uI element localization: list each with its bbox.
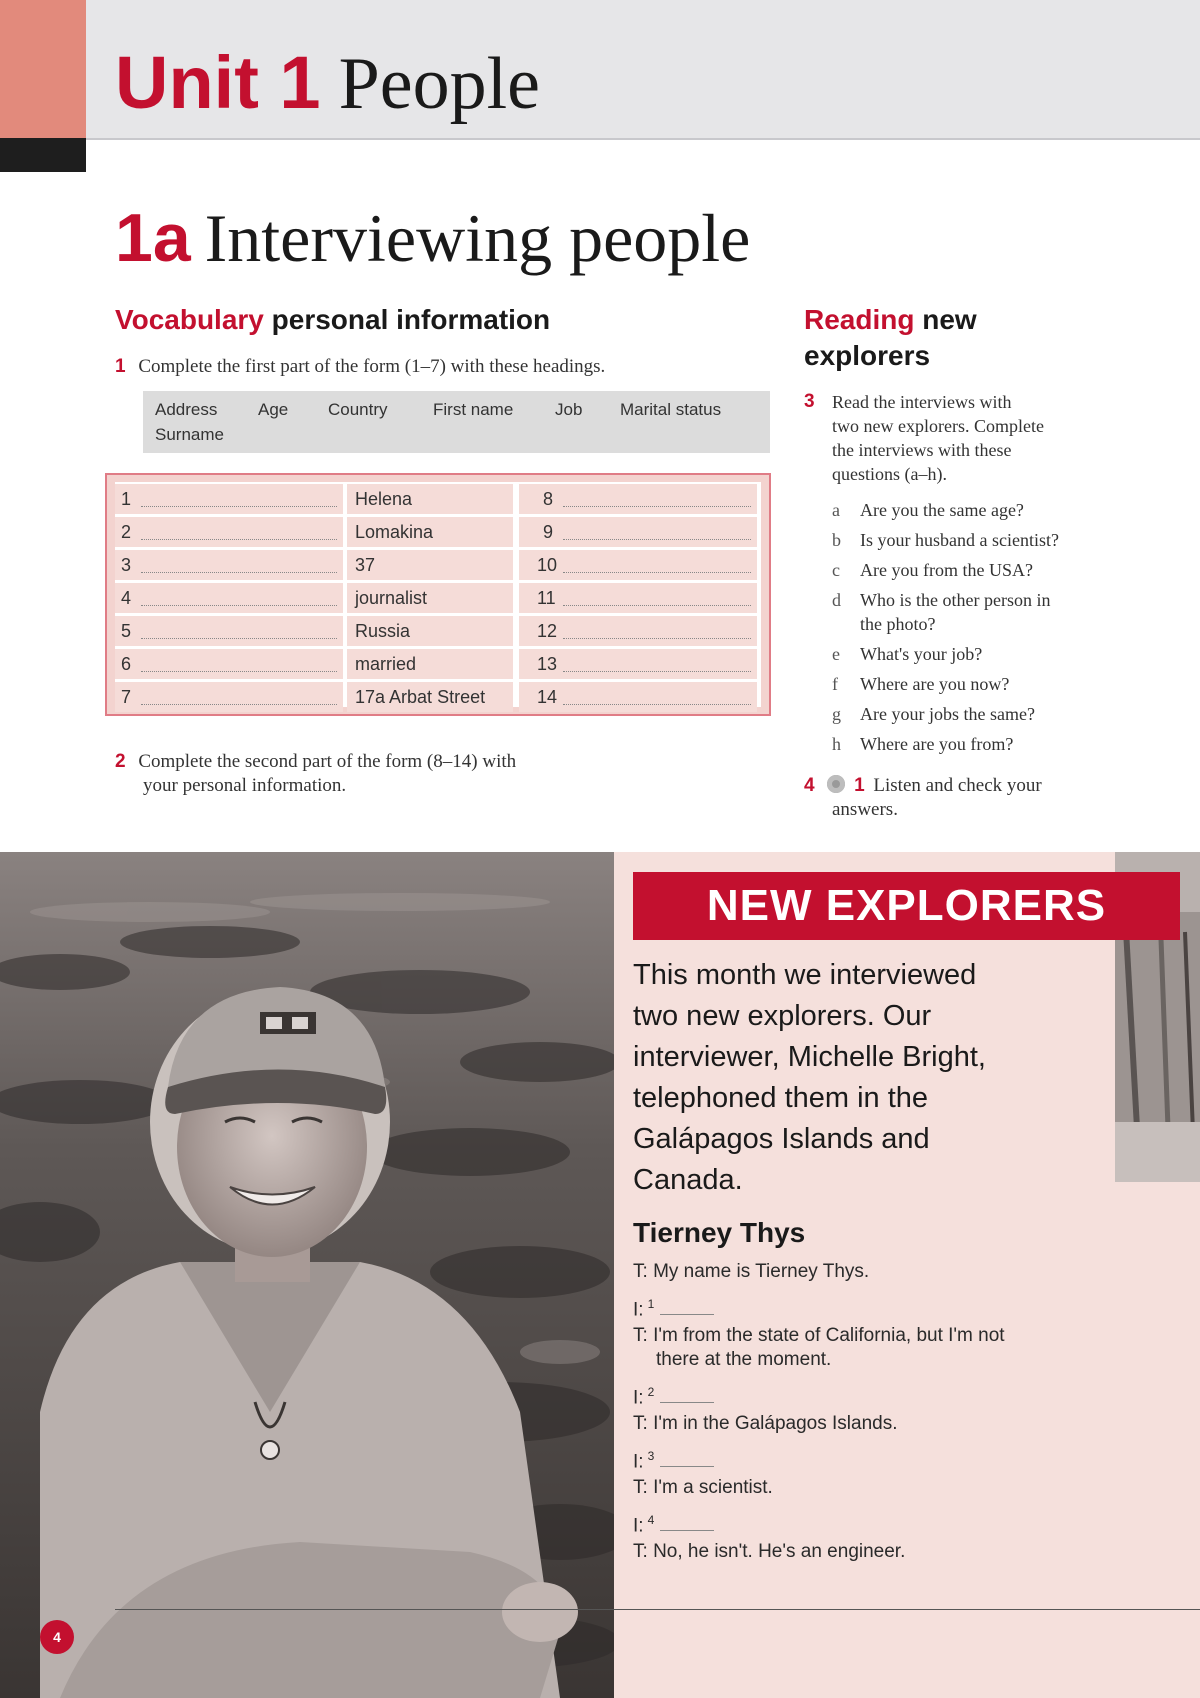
lesson-number: 1a (115, 200, 191, 276)
form-row-10-field[interactable]: 10 (519, 550, 757, 580)
word-age: Age (258, 400, 289, 419)
exercise-4-number: 4 (804, 775, 815, 796)
exercise-2-line-1: Complete the second part of the form (8–14) with (138, 751, 517, 772)
form-row-7-label: 7 (115, 682, 343, 712)
unit-label: Unit 1 (115, 41, 321, 124)
exercise-3-line-2: two new explorers. Complete (832, 416, 1044, 436)
form-row-6-value: married (347, 649, 513, 679)
word-box (143, 391, 770, 453)
form-row-7-value: 17a Arbat Street (347, 682, 513, 712)
dialogue-line-5: T: No, he isn't. He's an engineer. (633, 1541, 906, 1562)
answer-blank-3[interactable] (660, 1454, 714, 1467)
form-grid (115, 482, 761, 707)
audio-track-number: 1 (854, 775, 865, 796)
reading-heading (804, 302, 977, 374)
exercise-3-line-4: questions (a–h). (832, 464, 947, 484)
dialogue-gap-4: I: $^4$ (633, 1508, 714, 1538)
dialogue-line-2: T: I'm from the state of California, but I'm not there at the moment. (633, 1325, 1005, 1370)
interviewee-name: Tierney Thys (633, 1217, 806, 1248)
word-first-name: First name (433, 400, 514, 419)
form-row-5-value: Russia (347, 616, 513, 646)
unit-name: People (338, 43, 540, 125)
dialogue-line-3: T: I'm in the Galápagos Islands. (633, 1413, 898, 1434)
explorer-photo (0, 852, 614, 1698)
form-row-1-label: 1 (115, 484, 343, 514)
photo-illustration (0, 852, 614, 1698)
form-row-3-value: 37 (347, 550, 513, 580)
reading-heading-red: Reading (804, 304, 915, 335)
question-list: a Are you the same age? b Is your husband a scientist? c Are you from the USA? d Who is the other person in the photo? e What's your job? f Where are you now? g Are your jobs the same? h Where are you from? (832, 500, 1059, 754)
lesson-title (115, 198, 750, 278)
exercise-3 (804, 390, 1044, 486)
dialogue-line-4: T: I'm a scientist. (633, 1477, 773, 1498)
article-banner: NEW EXPLORERS (633, 872, 1180, 940)
answer-blank-1[interactable] (660, 1302, 714, 1315)
dialogue-line-1: T: My name is Tierney Thys. (633, 1261, 870, 1282)
exercise-3-line-1: Read the interviews with (832, 392, 1012, 412)
form-row-13-field[interactable]: 13 (519, 649, 757, 679)
exercise-3-number: 3 (804, 391, 815, 412)
exercise-2-number: 2 (115, 751, 126, 772)
form-row-4-label: 4 (115, 583, 343, 613)
vocabulary-heading (115, 302, 550, 338)
exercise-4-line-2: answers. (832, 799, 898, 820)
answer-blank-4[interactable] (660, 1518, 714, 1531)
form-row-14-field[interactable]: 14 (519, 682, 757, 712)
form-row-5-label: 5 (115, 616, 343, 646)
dialogue-gap-2: I: $^2$ (633, 1380, 714, 1410)
word-country: Country (328, 400, 388, 419)
word-job: Job (555, 400, 583, 419)
unit-color-block (0, 0, 86, 138)
unit-title (115, 38, 540, 129)
exercise-1-number: 1 (115, 356, 126, 377)
form-row-12-field[interactable]: 12 (519, 616, 757, 646)
personal-info-form (105, 473, 771, 716)
article-intro: This month we interviewed two new explorers. Our interviewer, Michelle Bright, telephoned them in the Galápagos Islands and Canada. (633, 959, 986, 1196)
lesson-name: Interviewing people (204, 200, 751, 276)
word-marital-status: Marital status (620, 400, 722, 419)
form-row-8-field[interactable]: 8 (519, 484, 757, 514)
form-row-3-label: 3 (115, 550, 343, 580)
word-surname: Surname (155, 425, 224, 444)
unit-dark-tab (0, 138, 86, 172)
form-row-4-value: journalist (347, 583, 513, 613)
page-number: 4 (40, 1620, 74, 1654)
exercise-2 (115, 750, 516, 798)
form-row-1-value: Helena (347, 484, 513, 514)
exercise-1-text: Complete the first part of the form (1–7) with these headings. (138, 356, 606, 377)
form-row-2-value: Lomakina (347, 517, 513, 547)
exercise-3-line-3: the interviews with these (832, 440, 1012, 460)
reading-heading-line-2: explorers (804, 340, 931, 371)
exercise-4 (804, 774, 1042, 822)
exercise-2-line-2: your personal information. (143, 775, 347, 796)
vocabulary-heading-red: Vocabulary (115, 304, 264, 335)
vocabulary-heading-rest: personal information (271, 304, 551, 335)
form-row-11-field[interactable]: 11 (519, 583, 757, 613)
reading-heading-rest: new (922, 304, 977, 335)
form-row-2-label: 2 (115, 517, 343, 547)
form-row-9-field[interactable]: 9 (519, 517, 757, 547)
audio-cd-icon[interactable] (827, 775, 845, 793)
answer-blank-2[interactable] (660, 1390, 714, 1403)
dialogue-gap-1: I: $^1$ (633, 1292, 714, 1322)
word-address: Address (155, 400, 218, 419)
dialogue-gap-3: I: $^3$ (633, 1444, 714, 1474)
footer-rule (115, 1609, 1200, 1610)
exercise-1 (115, 355, 605, 379)
exercise-4-line-1: Listen and check your (873, 775, 1042, 796)
form-row-6-label: 6 (115, 649, 343, 679)
